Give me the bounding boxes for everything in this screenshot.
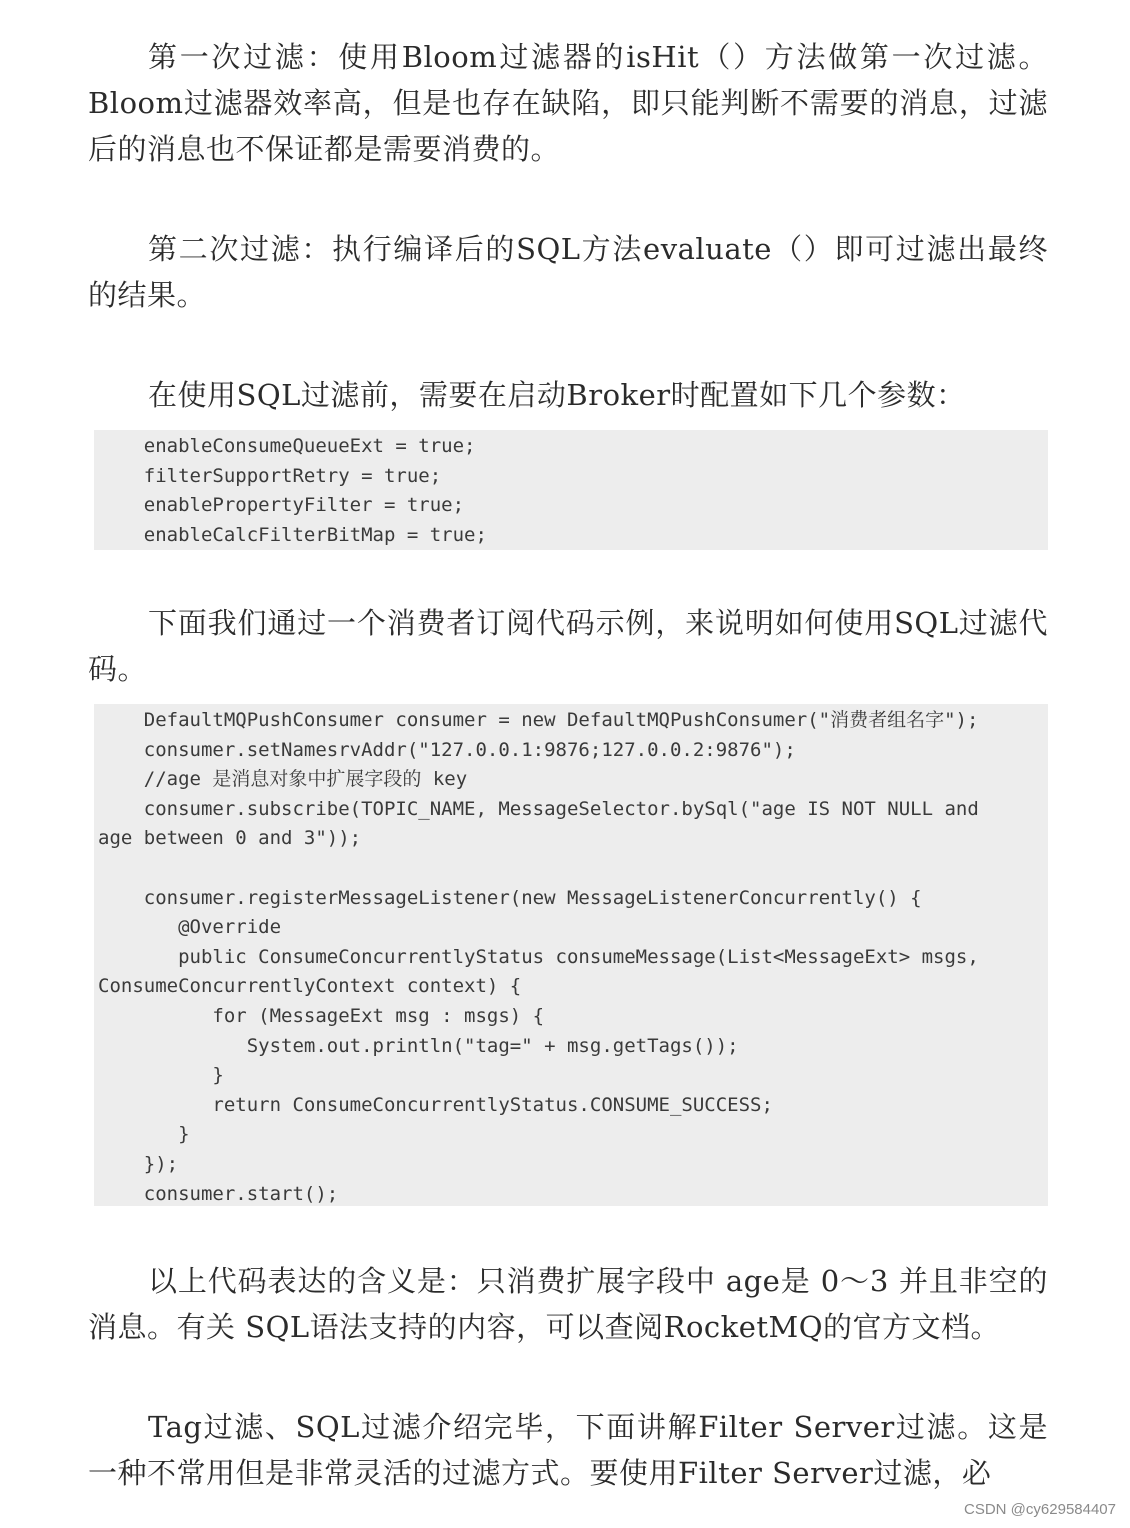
code-line — [94, 854, 1048, 884]
code-line: ConsumeConcurrentlyContext context) { — [98, 975, 522, 998]
code-block-consumer-example — [94, 704, 1048, 1206]
code-line: consumer.registerMessageListener(new MessageListenerConcurrently() { — [98, 886, 922, 909]
code-line: System.out.println("tag=" + msg.getTags()); — [98, 1034, 739, 1057]
code-line: return ConsumeConcurrentlyStatus.CONSUME_SUCCESS; — [98, 1093, 773, 1116]
code-line: public ConsumeConcurrentlyStatus consumeMessage(List<MessageExt> msgs, — [98, 945, 979, 968]
code-line: } — [98, 1123, 190, 1146]
paragraph-consumer-example-intro: 下面我们通过一个消费者订阅代码示例，来说明如何使用SQL过滤代码。 — [88, 606, 1048, 686]
code-line: @Override — [98, 916, 282, 939]
watermark: CSDN @cy629584407 — [964, 1501, 1116, 1518]
code-line: enableCalcFilterBitMap = true; — [98, 523, 487, 546]
paragraph-filter-server-intro: Tag过滤、SQL过滤介绍完毕，下面讲解Filter Server过滤。这是一种不常用但是非常灵活的过滤方式。要使用Filter Server过滤，必 — [88, 1410, 1048, 1490]
code-line: //age 是消息对象中扩展字段的 key — [98, 768, 468, 791]
code-line: }); — [98, 1152, 179, 1175]
code-line: filterSupportRetry = true; — [98, 464, 442, 487]
paragraph-sql-evaluate: 第二次过滤：执行编译后的SQL方法evaluate（）即可过滤出最终的结果。 — [88, 232, 1048, 312]
code-line: consumer.subscribe(TOPIC_NAME, MessageSelector.bySql("age IS NOT NULL and — [98, 797, 979, 820]
code-line: } — [98, 1064, 224, 1087]
code-line: consumer.start(); — [98, 1182, 339, 1205]
paragraph-code-explanation: 以上代码表达的含义是：只消费扩展字段中 age是 0～3 并且非空的消息。有关 SQL语法支持的内容，可以查阅RocketMQ的官方文档。 — [88, 1264, 1048, 1344]
code-line: enableConsumeQueueExt = true; — [98, 435, 476, 457]
code-line: age between 0 and 3")); — [98, 827, 362, 850]
code-line: for (MessageExt msg : msgs) { — [98, 1004, 545, 1027]
paragraph-broker-config-intro: 在使用SQL过滤前，需要在启动Broker时配置如下几个参数： — [148, 378, 966, 412]
code-line: consumer.setNamesrvAddr("127.0.0.1:9876;127.0.0.2:9876"); — [98, 738, 796, 761]
code-line: DefaultMQPushConsumer consumer = new DefaultMQPushConsumer("消费者组名字"); — [98, 709, 979, 731]
code-block-broker-config — [94, 430, 1048, 550]
code-line: enablePropertyFilter = true; — [98, 494, 465, 517]
paragraph-bloom-filter: 第一次过滤：使用Bloom过滤器的isHit（）方法做第一次过滤。Bloom过滤器效率高，但是也存在缺陷，即只能判断不需要的消息，过滤后的消息也不保证都是需要消费的。 — [88, 40, 1048, 166]
